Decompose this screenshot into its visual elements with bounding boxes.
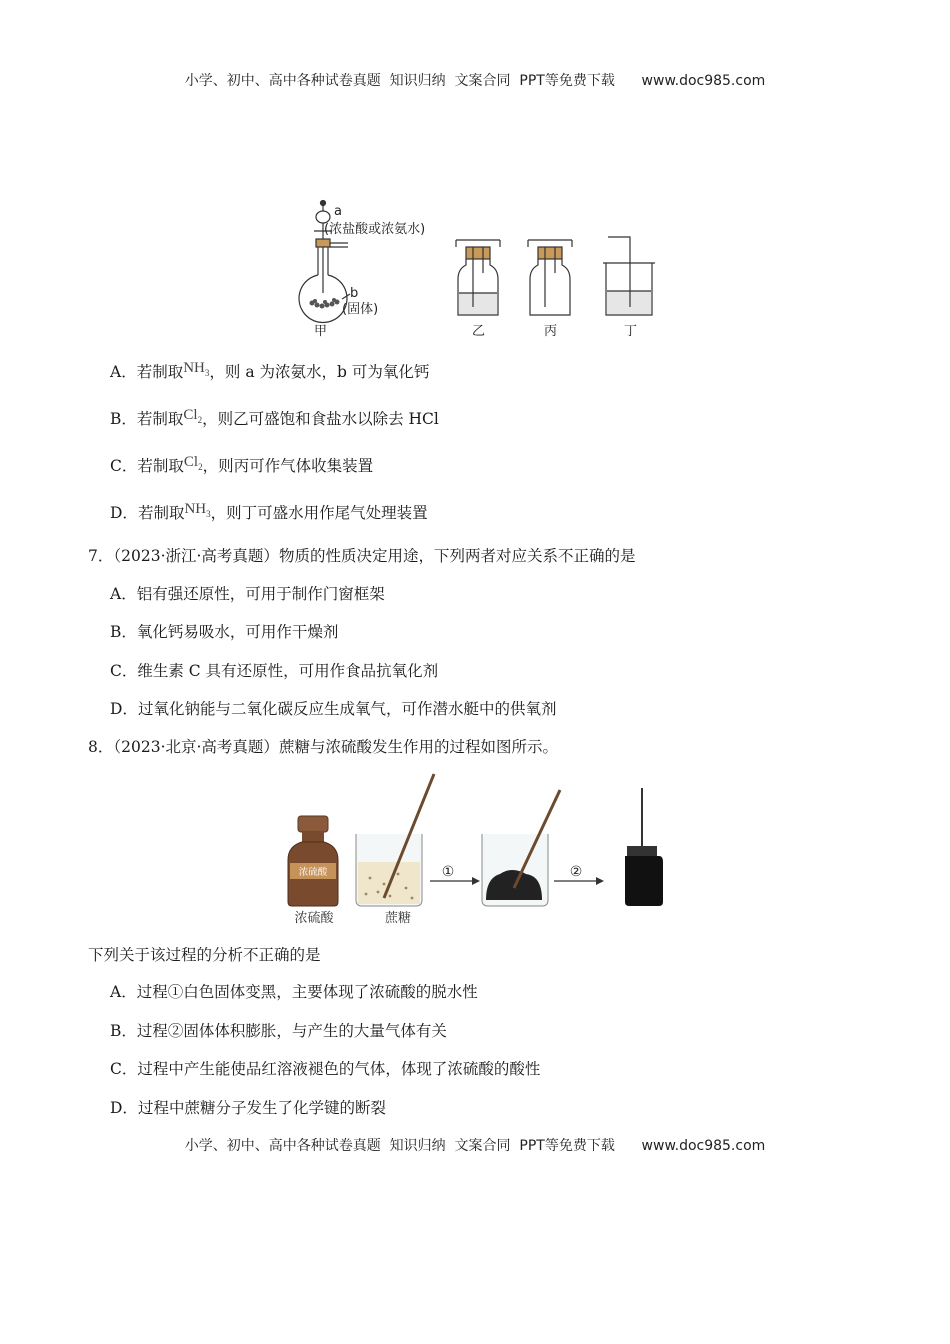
q8-stem — [88, 737, 558, 757]
q8-option-d: D．过程中蔗糖分子发生了化学键的断裂 — [110, 1099, 386, 1117]
formula-nh3: $NH_3$ — [183, 360, 210, 378]
header-text: 小学、初中、高中各种试卷真题 知识归纳 文案合同 PPT等免费下载 — [184, 73, 615, 89]
q6-option-d: D．若制取$NH_3$，则丁可盛水用作尾气处理装置 — [110, 501, 428, 522]
q7-option-a: A．铝有强还原性，可用于制作门窗框架 — [110, 585, 385, 603]
step-1-label: ① — [441, 864, 455, 880]
label-a: a — [334, 204, 342, 219]
question-source: （2023·浙江·高考真题） — [113, 547, 279, 565]
q6-option-a: A．若制取$NH_3$，则 a 为浓氨水，b 可为氧化钙 — [110, 360, 430, 381]
caption-sugar: 蔗糖 — [384, 911, 412, 926]
question-number: 8． — [88, 738, 114, 756]
formula-cl2: $Cl_2$ — [183, 407, 203, 425]
apparatus-figure — [290, 195, 670, 345]
q8-option-a: A．过程①白色固体变黑，主要体现了浓硫酸的脱水性 — [110, 983, 478, 1001]
question-text: 物质的性质决定用途，下列两者对应关系不正确的是 — [278, 547, 636, 565]
q8-option-b: B．过程②固体体积膨胀，与产生的大量气体有关 — [110, 1022, 447, 1040]
question-number: 7． — [88, 547, 114, 565]
apparatus-bing — [528, 240, 572, 315]
formula-cl2: $Cl_2$ — [183, 454, 203, 472]
apparatus-ding — [603, 237, 655, 315]
q7-option-c: C．维生素 C 具有还原性，可用作食品抗氧化剂 — [110, 662, 439, 680]
question-text: 蔗糖与浓硫酸发生作用的过程如图所示。 — [278, 738, 558, 756]
sugar-beaker — [356, 774, 434, 906]
q6-option-c: C．若制取$Cl_2$，则丙可作气体收集装置 — [110, 454, 374, 475]
caption-bing: 丙 — [544, 324, 558, 339]
question-source: （2023·北京·高考真题） — [113, 738, 279, 756]
apparatus-yi — [456, 240, 500, 315]
expanded-carbon — [625, 788, 663, 906]
label-b: b — [350, 286, 359, 301]
label-b-desc: (固体) — [342, 302, 379, 317]
charred-beaker — [482, 790, 560, 906]
label-a-desc: (浓盐酸或浓氨水) — [324, 222, 426, 237]
page-header — [0, 70, 950, 90]
page-footer — [0, 1135, 950, 1155]
header-url: www.doc985.com — [641, 73, 766, 89]
q7-stem — [88, 546, 635, 566]
caption-ding: 丁 — [624, 324, 638, 339]
acid-bottle — [288, 816, 338, 906]
footer-text: 小学、初中、高中各种试卷真题 知识归纳 文案合同 PPT等免费下载 — [184, 1138, 615, 1154]
q7-option-b: B．氧化钙易吸水，可用作干燥剂 — [110, 623, 339, 641]
bottle-label: 浓硫酸 — [298, 867, 328, 878]
q8-option-c: C．过程中产生能使品红溶液褪色的气体，体现了浓硫酸的酸性 — [110, 1060, 541, 1078]
formula-nh3: $NH_3$ — [184, 501, 211, 519]
step-2-label: ② — [569, 864, 583, 880]
q7-option-d: D．过氧化钠能与二氧化碳反应生成氧气，可作潜水艇中的供氧剂 — [110, 700, 557, 718]
caption-jia: 甲 — [314, 324, 328, 339]
sugar-acid-figure — [280, 770, 680, 930]
caption-yi: 乙 — [472, 324, 486, 339]
q8-lead: 下列关于该过程的分析不正确的是 — [88, 946, 321, 964]
footer-url: www.doc985.com — [641, 1138, 766, 1154]
caption-acid: 浓硫酸 — [294, 911, 334, 926]
q6-option-b: B．若制取$Cl_2$，则乙可盛饱和食盐水以除去 HCl — [110, 407, 439, 428]
